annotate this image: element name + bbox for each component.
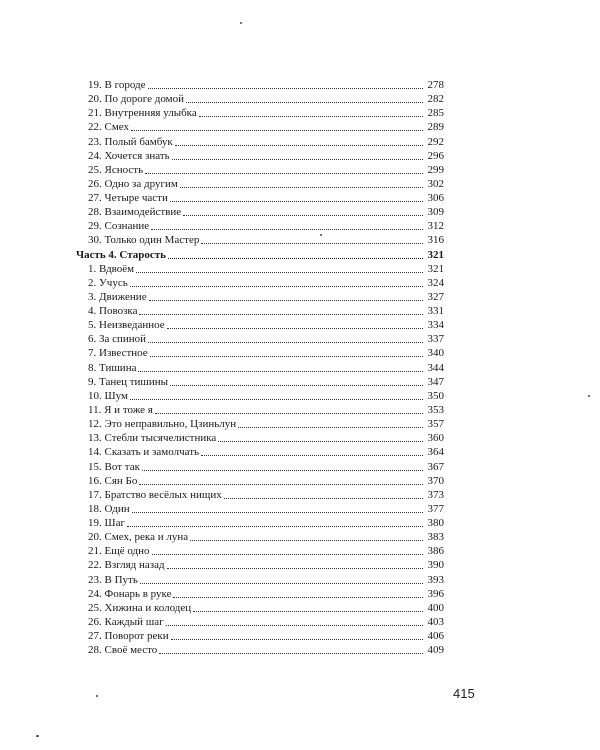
toc-entry-title: 24. Фонарь в руке <box>88 587 172 600</box>
dot-leader <box>170 385 423 386</box>
toc-entry <box>88 106 444 120</box>
dot-leader <box>224 498 423 499</box>
scan-speck <box>240 22 242 24</box>
dot-leader <box>190 540 423 541</box>
toc-entry-title: 13. Стебли тысячелистника <box>88 432 217 445</box>
dot-leader <box>180 187 423 188</box>
toc-entry <box>88 92 444 106</box>
toc-entry-title: 1. Вдвоём <box>88 262 135 275</box>
toc-entry <box>88 332 444 346</box>
dot-leader <box>166 625 423 626</box>
toc-entry-page: 299 <box>427 163 444 176</box>
dot-leader <box>152 554 424 555</box>
toc-entry-page: 312 <box>427 220 444 233</box>
toc-entry-page: 292 <box>427 135 444 148</box>
toc-entry <box>88 587 444 601</box>
toc-entry <box>88 417 444 431</box>
toc-entry-page: 285 <box>427 107 444 120</box>
toc-entry-page: 380 <box>427 517 444 530</box>
toc-entry-title: 28. Своё место <box>88 644 158 657</box>
toc-entry-title: 19. Шаг <box>88 517 125 530</box>
dot-leader <box>201 243 423 244</box>
toc-part-heading <box>76 248 444 262</box>
toc-entry-title: 16. Сян Бо <box>88 474 138 487</box>
toc-entry <box>88 629 444 643</box>
dot-leader <box>193 611 423 612</box>
toc-entry <box>88 460 444 474</box>
toc-entry-page: 353 <box>427 403 444 416</box>
toc-entry-title: 20. По дороге домой <box>88 93 185 106</box>
toc-entry <box>88 431 444 445</box>
scan-speck <box>36 735 39 737</box>
dot-leader <box>172 159 423 160</box>
toc-entry <box>88 403 444 417</box>
dot-leader <box>199 116 423 117</box>
toc-entry-title: 9. Танец тишины <box>88 375 169 388</box>
scan-speck <box>588 395 590 397</box>
dot-leader <box>167 568 423 569</box>
toc-entry-page: 296 <box>427 149 444 162</box>
dot-leader <box>148 342 423 343</box>
toc-entry <box>88 290 444 304</box>
toc-entry-page: 337 <box>427 333 444 346</box>
dot-leader <box>171 639 423 640</box>
toc-entry-title: 15. Вот так <box>88 460 140 473</box>
toc-entry-page: 302 <box>427 177 444 190</box>
dot-leader <box>145 173 423 174</box>
dot-leader <box>167 328 423 329</box>
dot-leader <box>139 484 423 485</box>
toc-entry <box>88 276 444 290</box>
scan-speck <box>320 234 322 236</box>
toc-entry <box>88 219 444 233</box>
dot-leader <box>149 300 423 301</box>
toc-entry-page: 321 <box>427 248 444 261</box>
toc-entry-page: 377 <box>427 502 444 515</box>
toc-entry-page: 350 <box>427 389 444 402</box>
dot-leader <box>138 371 423 372</box>
toc-entry <box>88 346 444 360</box>
toc-entry <box>88 304 444 318</box>
toc-entry-page: 409 <box>427 644 444 657</box>
toc-entry-title: 6. За спиной <box>88 333 147 346</box>
toc-entry-title: 10. Шум <box>88 389 128 402</box>
toc-entry-page: 400 <box>427 601 444 614</box>
toc-entry-page: 278 <box>427 79 444 91</box>
toc-entry-page: 357 <box>427 418 444 431</box>
toc-entry-title: 26. Каждый шаг <box>88 615 164 628</box>
dot-leader <box>175 145 423 146</box>
toc-entry <box>88 361 444 375</box>
toc-entry-page: 327 <box>427 290 444 303</box>
toc-entry <box>88 135 444 149</box>
toc-entry-title: 19. В городе <box>88 79 146 91</box>
dot-leader <box>148 88 424 89</box>
toc-entry <box>88 78 444 92</box>
dot-leader <box>130 286 423 287</box>
toc-entry <box>88 615 444 629</box>
toc-entry <box>88 375 444 389</box>
toc-entry <box>88 177 444 191</box>
dot-leader <box>150 356 423 357</box>
toc-entry <box>88 445 444 459</box>
toc-entry-title: Часть 4. Старость <box>76 248 166 261</box>
page-number: 415 <box>453 686 475 701</box>
toc-entry-title: 11. Я и тоже я <box>88 403 153 416</box>
toc-entry <box>88 318 444 332</box>
toc-entry-title: 12. Это неправильно, Цзиньлун <box>88 418 237 431</box>
dot-leader <box>186 102 423 103</box>
dot-leader <box>238 427 423 428</box>
toc-entry-title: 28. Взаимодействие <box>88 206 182 219</box>
toc-entry-page: 403 <box>427 615 444 628</box>
toc-entry-title: 22. Смех <box>88 121 130 134</box>
toc-entry-title: 29. Сознание <box>88 220 150 233</box>
toc-entry-title: 2. Учусь <box>88 276 128 289</box>
toc-entry-title: 18. Один <box>88 502 130 515</box>
toc-entry-page: 324 <box>427 276 444 289</box>
scan-speck <box>96 695 98 697</box>
toc-entry-page: 316 <box>427 234 444 247</box>
toc-entry-title: 26. Одно за другим <box>88 177 178 190</box>
dot-leader <box>140 583 423 584</box>
toc-entry-page: 331 <box>427 305 444 318</box>
toc-entry-title: 23. В Путь <box>88 573 138 586</box>
toc-entry <box>88 262 444 276</box>
toc-entry <box>88 474 444 488</box>
toc-entry-page: 370 <box>427 474 444 487</box>
toc-entry-page: 282 <box>427 93 444 106</box>
dot-leader <box>201 455 423 456</box>
toc-entry <box>88 573 444 587</box>
toc-entry <box>88 601 444 615</box>
toc-entry <box>88 163 444 177</box>
toc-entry <box>88 643 444 657</box>
dot-leader <box>139 314 423 315</box>
toc-entry <box>88 149 444 163</box>
toc-entry-title: 21. Внутренняя улыбка <box>88 107 197 120</box>
dot-leader <box>136 272 423 273</box>
toc-entry <box>88 516 444 530</box>
toc-entry-page: 344 <box>427 361 444 374</box>
toc-entry-title: 24. Хочется знать <box>88 149 170 162</box>
dot-leader <box>168 258 423 259</box>
toc-entry-title: 30. Только один Мастер <box>88 234 200 247</box>
toc-entry-page: 406 <box>427 630 444 643</box>
dot-leader <box>183 215 423 216</box>
toc-entry-title: 5. Неизведанное <box>88 319 165 332</box>
toc-entry-page: 340 <box>427 347 444 360</box>
toc-entry-title: 8. Тишина <box>88 361 137 374</box>
toc-entry-page: 347 <box>427 375 444 388</box>
toc-entry-page: 306 <box>427 192 444 205</box>
toc-entry-title: 20. Смех, река и луна <box>88 531 189 544</box>
toc-entry-title: 3. Движение <box>88 290 147 303</box>
toc-entry-title: 27. Четыре части <box>88 192 168 205</box>
dot-leader <box>173 597 423 598</box>
dot-leader <box>142 470 423 471</box>
toc-entry-title: 25. Ясность <box>88 163 144 176</box>
toc-entry-page: 367 <box>427 460 444 473</box>
toc-entry <box>88 120 444 134</box>
toc-entry-title: 21. Ещё одно <box>88 545 150 558</box>
toc-entry <box>88 502 444 516</box>
toc-entry-page: 360 <box>427 432 444 445</box>
toc-entry-page: 393 <box>427 573 444 586</box>
toc-entry <box>88 205 444 219</box>
toc-entry-page: 334 <box>427 319 444 332</box>
toc-entry-title: 17. Братство весёлых нищих <box>88 488 222 501</box>
toc-entry-page: 373 <box>427 488 444 501</box>
dot-leader <box>151 229 423 230</box>
dot-leader <box>218 441 423 442</box>
dot-leader <box>132 512 423 513</box>
dot-leader <box>131 130 423 131</box>
toc-entry-page: 383 <box>427 531 444 544</box>
toc-entry-page: 390 <box>427 559 444 572</box>
toc-entry <box>88 488 444 502</box>
dot-leader <box>155 413 423 414</box>
toc-entry-page: 364 <box>427 446 444 459</box>
toc-entry-title: 4. Повозка <box>88 305 138 318</box>
toc-entry <box>88 233 444 247</box>
toc-entry-page: 386 <box>427 545 444 558</box>
toc-entry <box>88 389 444 403</box>
dot-leader <box>159 653 423 654</box>
dot-leader <box>127 526 423 527</box>
toc-entry <box>88 558 444 572</box>
toc-entry-title: 27. Поворот реки <box>88 630 169 643</box>
toc-entry <box>88 191 444 205</box>
toc-entry-page: 309 <box>427 206 444 219</box>
toc-entry-page: 396 <box>427 587 444 600</box>
dot-leader <box>170 201 423 202</box>
toc-entry-page: 321 <box>427 262 444 275</box>
toc-entry-title: 22. Взгляд назад <box>88 559 165 572</box>
toc-entry-title: 25. Хижина и колодец <box>88 601 192 614</box>
dot-leader <box>130 399 423 400</box>
toc-entry <box>88 530 444 544</box>
toc-entry-title: 23. Полый бамбук <box>88 135 173 148</box>
toc-entry-page: 289 <box>427 121 444 134</box>
toc-entry-title: 7. Известное <box>88 347 148 360</box>
toc-entry <box>88 544 444 558</box>
toc-entry-title: 14. Сказать и замолчать <box>88 446 200 459</box>
